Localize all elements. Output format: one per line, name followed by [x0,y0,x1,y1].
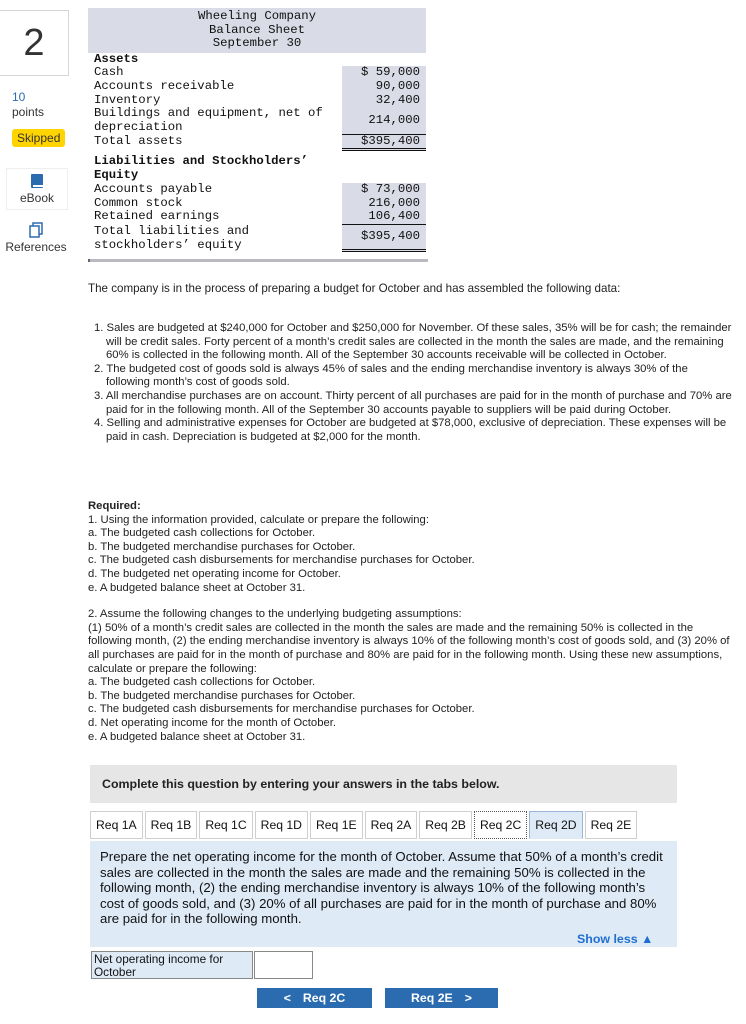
references-icon [28,222,44,238]
total-liabilities-row: Total liabilities and stockholders’ equity $395,400 [88,225,426,252]
assets-heading: Assets [88,53,342,67]
next-req-button[interactable]: Req 2E > [385,988,498,1008]
points-label: points [12,105,45,119]
tab-req-2c[interactable]: Req 2C [474,811,527,839]
table-row: Buildings and equipment, net of depreciation 214,000 [88,107,426,134]
complete-banner: Complete this question by entering your answers in the tabs below. [90,765,677,803]
list-item: d. Net operating income for the month of October. [88,716,337,729]
list-item: 1. Using the information provided, calculate or prepare the following: [88,513,429,526]
assets-heading-row [88,53,426,67]
table-row: Inventory 32,400 [88,94,426,108]
table-row: Accounts payable $ 73,000 [88,183,426,197]
assumptions-list [88,322,732,444]
balance-sheet-header [88,8,426,53]
required-section [88,500,732,744]
list-item: b. The budgeted merchandise purchases for October. [88,540,356,553]
show-less-toggle[interactable]: Show less ▲ [577,932,654,946]
points-value: 10 [12,90,26,104]
panel-instructions: Prepare the net operating income for the month of October. Assume that 50% of a month’s credit sales are collected in the month the sales are made and the remaining 50% is collected in the following month, (2) the ending merchandise inventory is always 10% of the following month’s cost of goods sold, and (3) 20% of all purchases are paid for in the month of purchase and 80% are paid for in the following month. [100,849,663,926]
tab-req-1c[interactable]: Req 1C [199,811,252,839]
chevron-right-icon: > [464,991,472,1005]
points-info [12,90,44,120]
tab-req-2e[interactable]: Req 2E [585,811,638,839]
tab-req-1a[interactable]: Req 1A [90,811,143,839]
list-item: 2. Assume the following changes to the underlying budgeting assumptions: [88,608,462,621]
triangle-up-icon: ▲ [641,932,654,946]
list-item: 1. Sales are budgeted at $240,000 for October and $250,000 for November. Of these sales, 35% will be for cash; the remainder will be credit sales. Forty percent of a month’s credit sales are collected in the month the sales are made, and the remaining 60% is collected in the following month. All of the September 30 accounts receivable will be collected in October. [94,322,732,362]
net-operating-income-label: Net operating income for October [91,951,253,979]
status-badge: Skipped [12,129,65,147]
liabilities-heading-row: Liabilities and Stockholders’ Equity [88,155,426,182]
list-item: 2. The budgeted cost of goods sold is always 45% of sales and the ending merchandise inventory is always 30% of the following month’s cost of goods sold. [94,362,688,389]
ebook-icon [29,173,45,189]
balance-sheet [88,8,426,252]
list-item: b. The budgeted merchandise purchases for October. [88,689,356,702]
question-number: 2 [0,10,69,76]
table-row: Common stock 216,000 [88,197,426,211]
tab-req-2b[interactable]: Req 2B [419,811,472,839]
list-item: c. The budgeted cash disbursements for merchandise purchases for October. [88,554,475,567]
tab-req-2a[interactable]: Req 2A [365,811,418,839]
required-heading: Required: [88,500,141,512]
statement-title: Balance Sheet [209,22,305,37]
prev-req-button[interactable]: < Req 2C [257,988,372,1008]
list-item: (1) 50% of a month’s credit sales are collected in the month the sales are made and the remaining 50% is collected in the following month, (2) the ending merchandise inventory is always 10% of the following month’s cost of goods sold, and (3) 20% of all purchases are paid for in the month of purchase and 80% are paid for in the following month. Using these new assumptions, calculate or prepare the following: [88,621,730,675]
req-tabs [90,811,677,841]
chevron-left-icon: < [283,991,291,1005]
references-label: References [5,240,67,254]
list-item: 3. All merchandise purchases are on account. Thirty percent of all purchases are paid for in the month of purchase and 70% are paid for in the following month. All of the September 30 accounts payable to suppliers will be paid during October. [94,389,732,416]
list-item: d. The budgeted net operating income for October. [88,567,341,580]
ebook-button[interactable] [6,168,68,210]
tab-req-1e[interactable]: Req 1E [310,811,363,839]
list-item: 4. Selling and administrative expenses for October are budgeted at $78,000, exclusive of depreciation. These expenses will be paid in cash. Depreciation is budgeted at $2,000 for the month. [94,417,727,443]
total-assets-row: Total assets $395,400 [88,135,426,152]
liabilities-heading: Liabilities and Stockholders’ [94,154,309,169]
tab-req-1d[interactable]: Req 1D [255,811,308,839]
list-item: a. The budgeted cash collections for October. [88,527,316,540]
table-row: Cash $ 59,000 [88,66,426,80]
net-operating-income-input[interactable] [254,951,313,979]
statement-date: September 30 [212,36,302,50]
references-button[interactable] [4,218,68,258]
tab-req-1b[interactable]: Req 1B [145,811,198,839]
horizontal-scrollbar[interactable] [88,259,428,262]
company-name: Wheeling Company [197,9,317,23]
tab-req-2d[interactable]: Req 2D [529,811,582,839]
list-item: e. A budgeted balance sheet at October 31. [88,730,306,743]
list-item: e. A budgeted balance sheet at October 31. [88,581,306,594]
intro-text: The company is in the process of preparing a budget for October and has assembled the following data: [88,282,621,295]
table-row: Accounts receivable 90,000 [88,80,426,94]
ebook-label: eBook [19,191,55,205]
list-item: a. The budgeted cash collections for October. [88,676,316,689]
table-row: Retained earnings 106,400 [88,210,426,225]
list-item: c. The budgeted cash disbursements for merchandise purchases for October. [88,703,475,716]
